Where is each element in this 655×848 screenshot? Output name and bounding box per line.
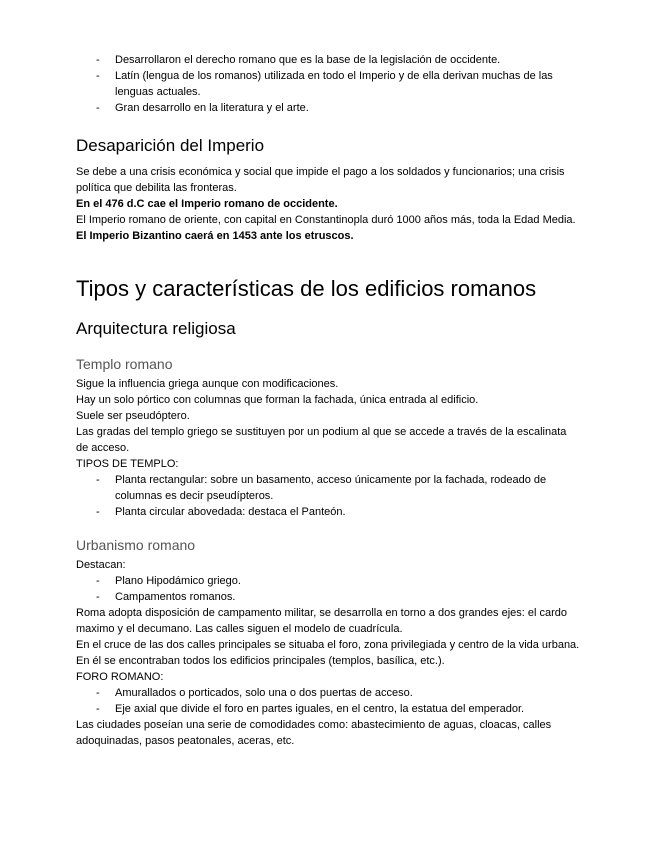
subsection-heading-templo: Templo romano [76,356,173,372]
document-page [76,52,581,749]
paragraph: Las gradas del templo griego se sustituyen por un podium al que se accede a través de la escalinata de acceso. [76,426,567,454]
paragraph: Destacan: [76,559,126,571]
paragraph-bold: El Imperio Bizantino caerá en 1453 ante los etruscos. [76,230,354,242]
section-heading-arquitectura: Arquitectura religiosa [76,319,236,338]
list-item: - Gran desarrollo en la literatura y el arte. [76,100,581,116]
paragraph: Sigue la influencia griega aunque con modificaciones. [76,378,339,390]
paragraph: Se debe a una crisis económica y social que impide el pago a los soldados y funcionarios; una crisis política que debilita las fronteras. [76,166,565,194]
list-item: - Desarrollaron el derecho romano que es la base de la legislación de occidente. [76,52,581,68]
list-item: - Eje axial que divide el foro en partes iguales, en el centro, la estatua del emperador. [76,701,581,717]
section-heading-desaparicion: Desaparición del Imperio [76,136,265,155]
templo-list [76,472,581,520]
paragraph: Suele ser pseudóptero. [76,410,190,422]
paragraph: En el cruce de las dos calles principales se situaba el foro, zona privilegiada y centro de la vida urbana. En él se encontraban todos los edificios principales (templos, basílica, etc.). [76,639,580,667]
list-item: - Amurallados o porticados, solo una o dos puertas de acceso. [76,685,581,701]
paragraph: Hay un solo pórtico con columnas que forman la fachada, única entrada al edificio. [76,394,479,406]
list-item: - Planta circular abovedada: destaca el Panteón. [76,504,581,520]
paragraph: Roma adopta disposición de campamento militar, se desarrolla en torno a dos grandes ejes: el cardo maximo y el decumano. Las calles siguen el modelo de cuadrícula. [76,607,567,635]
subsection-heading-urbanismo: Urbanismo romano [76,537,196,553]
list-item: - Planta rectangular: sobre un basamento, acceso únicamente por la fachada, rodeado de columnas es decir pseudípteros. [76,472,581,504]
list-item: - Plano Hipodámico griego. [76,573,581,589]
paragraph: Las ciudades poseían una serie de comodidades como: abastecimiento de aguas, cloacas, calles adoquinadas, pasos peatonales, aceras, etc. [76,719,552,747]
paragraph: TIPOS DE TEMPLO: [76,458,179,470]
list-item: - Latín (lengua de los romanos) utilizada en todo el Imperio y de ella derivan muchas de las lenguas actuales. [76,68,581,100]
paragraph: FORO ROMANO: [76,671,164,683]
paragraph-bold: En el 476 d.C cae el Imperio romano de occidente. [76,198,338,210]
paragraph: El Imperio romano de oriente, con capital en Constantinopla duró 1000 años más, toda la Edad Media. [76,214,576,226]
intro-list [76,52,581,116]
urbanismo-list-1 [76,573,581,605]
main-title: Tipos y características de los edificios romanos [76,276,537,301]
urbanismo-list-2 [76,685,581,717]
list-item: - Campamentos romanos. [76,589,581,605]
